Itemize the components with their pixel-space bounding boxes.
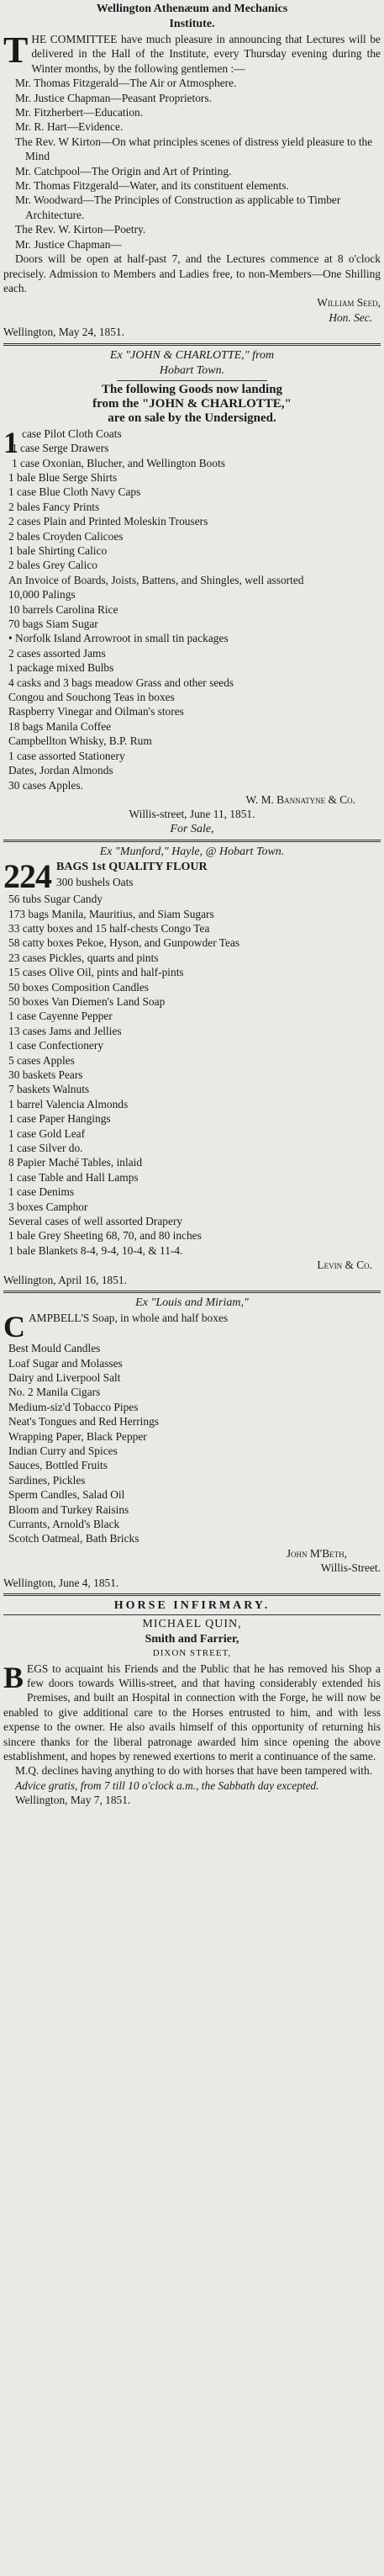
goods-item: Several cases of well assorted Drapery bbox=[8, 1215, 183, 1228]
john-charlotte-dropcap: 1 bbox=[3, 425, 18, 459]
newspaper-page bbox=[3, 2, 381, 1808]
john-charlotte-address-date: Willis-street, June 11, 1851. bbox=[129, 808, 255, 821]
horse-infirmary-note: M.Q. declines having anything to do with horses that have been tampered with. bbox=[15, 1764, 373, 1778]
goods-item: 1 bale Blue Serge Shirts bbox=[8, 470, 118, 484]
goods-item: • Norfolk Island Arrowroot in small tin packages bbox=[8, 632, 229, 645]
athenaeum-date: Wellington, May 24, 1851. bbox=[3, 326, 124, 339]
horse-infirmary-street: DIXON STREET, bbox=[152, 1648, 232, 1659]
lecture-item: The Rev. W Kirton—On what principles scenes of distress yield pleasure to the Mind bbox=[15, 135, 373, 163]
goods-item: 30 baskets Pears bbox=[8, 1068, 83, 1081]
goods-item: 173 bags Manila, Mauritius, and Siam Sugars bbox=[8, 907, 214, 920]
goods-item: 1 case Gold Leaf bbox=[8, 1126, 86, 1140]
goods-item: 2 bales Fancy Prints bbox=[8, 500, 100, 513]
john-charlotte-signature: W. M. Bannatyne & Co. bbox=[245, 792, 355, 806]
lecture-item: Mr. Justice Chapman— bbox=[15, 237, 122, 251]
goods-item: 2 cases Plain and Printed Moleskin Trousers bbox=[8, 515, 208, 528]
horse-infirmary-dropcap: B bbox=[3, 1660, 24, 1694]
louis-miriam-items bbox=[3, 1341, 381, 1546]
divider bbox=[3, 840, 381, 842]
lecture-item: Mr. Catchpool—The Origin and Art of Printing. bbox=[15, 164, 232, 178]
horse-infirmary-body bbox=[3, 1662, 381, 1764]
lecture-item: The Rev. W. Kirton—Poetry. bbox=[15, 223, 146, 236]
john-charlotte-notice bbox=[3, 348, 381, 837]
divider bbox=[3, 343, 381, 346]
goods-item: 1 case Paper Hangings bbox=[8, 1112, 111, 1126]
louis-miriam-first-line bbox=[3, 1310, 381, 1344]
horse-infirmary-date: Wellington, May 7, 1851. bbox=[15, 1794, 131, 1807]
goods-item: 1 barrel Valencia Almonds bbox=[8, 1097, 129, 1110]
goods-item: Indian Curry and Spices bbox=[8, 1444, 118, 1457]
munford-big-number: 224 bbox=[3, 857, 51, 896]
john-charlotte-footer: For Sale, bbox=[170, 822, 214, 835]
divider bbox=[3, 1593, 381, 1596]
goods-item: 4 casks and 3 bags meadow Grass and other seeds bbox=[8, 676, 234, 689]
goods-item: 58 catty boxes Pekoe, Hyson, and Gunpowder Teas bbox=[8, 936, 240, 950]
goods-item: 1 case Cayenne Pepper bbox=[8, 1010, 113, 1023]
goods-item: 1 case Confectionery bbox=[8, 1039, 104, 1052]
horse-infirmary-notice bbox=[3, 1598, 381, 1808]
goods-item: 30 cases Apples. bbox=[8, 778, 83, 792]
goods-item: 1 case Blue Cloth Navy Caps bbox=[8, 485, 141, 499]
goods-item: 23 cases Pickles, quarts and pints bbox=[8, 951, 159, 964]
goods-item: Dates, Jordan Almonds bbox=[8, 764, 113, 777]
goods-item: 8 Papier Maché Tables, inlaid bbox=[8, 1156, 143, 1169]
lecture-item: Mr. Thomas Fitzgerald—Water, and its constituent elements. bbox=[15, 179, 289, 193]
goods-item: 10,000 Palings bbox=[8, 588, 76, 602]
athenaeum-notice bbox=[3, 2, 381, 340]
goods-item: 33 catty boxes and 15 half-chests Congo Tea bbox=[8, 921, 210, 935]
athenaeum-closing: Doors will be open at half-past 7, and the Lectures commence at 8 o'clock precisely. Admission to Members and Ladies free, to non-Members—One Shilling each. bbox=[3, 252, 381, 294]
goods-item: 7 baskets Walnuts bbox=[8, 1083, 90, 1096]
goods-item: 1 case Silver do. bbox=[8, 1142, 83, 1155]
munford-second-line: 300 bushels Oats bbox=[56, 875, 134, 888]
lecture-item: Mr. Fitzherbert—Education. bbox=[15, 106, 144, 119]
john-charlotte-title: Ex "JOHN & CHARLOTTE," from bbox=[109, 348, 275, 362]
goods-item: Raspberry Vinegar and Oilman's stores bbox=[8, 705, 184, 718]
goods-item: Sardines, Pickles bbox=[8, 1473, 86, 1487]
goods-item: 1 bale Shirting Calico bbox=[8, 544, 108, 557]
john-charlotte-title-line2: Hobart Town. bbox=[159, 363, 225, 377]
goods-item: 56 tubs Sugar Candy bbox=[8, 893, 103, 906]
john-charlotte-first-item-text: case Pilot Cloth Coats bbox=[22, 427, 122, 440]
athenaeum-signature: William Seed, bbox=[317, 296, 381, 310]
goods-item: 15 cases Olive Oil, pints and half-pints bbox=[8, 966, 184, 979]
goods-item: Medium-siz'd Tobacco Pipes bbox=[8, 1400, 139, 1413]
goods-item: 1 bale Grey Sheeting 68, 70, and 80 inches bbox=[8, 1229, 202, 1243]
goods-item: Sauces, Bottled Fruits bbox=[8, 1459, 108, 1472]
goods-item: 70 bags Siam Sugar bbox=[8, 617, 98, 631]
goods-item: Campbellton Whisky, B.P. Rum bbox=[8, 734, 152, 748]
goods-item: 1 case Serge Drawers bbox=[12, 442, 109, 455]
louis-miriam-dropcap: C bbox=[3, 1310, 25, 1344]
goods-item: Loaf Sugar and Molasses bbox=[8, 1356, 123, 1370]
goods-item: 1 package mixed Bulbs bbox=[8, 661, 114, 675]
john-charlotte-lead-3: are on sale by the Undersigned. bbox=[108, 411, 276, 426]
munford-first-line: BAGS 1st QUALITY FLOUR bbox=[56, 861, 208, 874]
athenaeum-title: Wellington Athenæum and Mechanics bbox=[96, 3, 288, 15]
lecture-list bbox=[3, 76, 381, 252]
goods-item: Dairy and Liverpool Salt bbox=[8, 1370, 121, 1384]
goods-item: 5 cases Apples bbox=[8, 1053, 75, 1067]
louis-miriam-first-line-text: AMPBELL'S Soap, in whole and half boxes bbox=[29, 1312, 229, 1325]
goods-item: Wrapping Paper, Black Pepper bbox=[8, 1429, 147, 1443]
goods-item: Bloom and Turkey Raisins bbox=[8, 1503, 129, 1516]
goods-item: Congou and Souchong Teas in boxes bbox=[8, 691, 175, 704]
goods-item: Sperm Candles, Salad Oil bbox=[8, 1488, 125, 1502]
goods-item: No. 2 Manila Cigars bbox=[8, 1386, 101, 1399]
munford-notice bbox=[3, 845, 381, 1287]
goods-item: 1 case Table and Hall Lamps bbox=[8, 1170, 139, 1184]
louis-miriam-notice bbox=[3, 1296, 381, 1590]
goods-item: An Invoice of Boards, Joists, Battens, and Shingles, well assorted bbox=[8, 573, 304, 586]
lecture-item: Mr. Justice Chapman—Peasant Proprietors. bbox=[15, 91, 212, 104]
munford-items bbox=[3, 892, 381, 1258]
horse-infirmary-name: MICHAEL QUIN, bbox=[142, 1618, 242, 1631]
munford-lead bbox=[3, 857, 381, 896]
horse-infirmary-body-text: EGS to acquaint his Friends and the Public that he has removed his Shop a few doors towards Willis-street, and that having considerably extended his Premises, and built an Hospital in connection with the Forge, he will now be enabled to give additional care to the Horses entrusted to him, and with less expense to the owner. He also avails himself of this opportunity of returning his sincere thanks for the liberal patronage awarded him since opening the above establishment, and hopes by renewed exertions to merit a continuance of the same. bbox=[3, 1662, 381, 1763]
goods-item: 1 case Oxonian, Blucher, and Wellington Boots bbox=[12, 456, 226, 469]
horse-infirmary-trade: Smith and Farrier, bbox=[145, 1632, 239, 1646]
athenaeum-title-line2: Institute. bbox=[169, 18, 215, 30]
athenaeum-signature-title: Hon. Sec. bbox=[329, 310, 372, 324]
john-charlotte-lead-2: from the "JOHN & CHARLOTTE," bbox=[92, 396, 292, 411]
goods-item: Best Mould Candles bbox=[8, 1342, 101, 1355]
louis-miriam-signature: John M'Beth, bbox=[286, 1546, 347, 1560]
goods-item: 2 bales Grey Calico bbox=[8, 559, 97, 572]
divider bbox=[3, 1614, 381, 1615]
louis-miriam-date: Wellington, June 4, 1851. bbox=[3, 1576, 119, 1589]
goods-item: Currants, Arnold's Black bbox=[8, 1517, 120, 1530]
athenaeum-intro-text: HE COMMITTEE have much pleasure in announcing that Lectures will be delivered in the Hall of the Institute, every Thursday evening during the Winter months, by the following gentlemen :— bbox=[31, 33, 381, 75]
goods-item: Scotch Oatmeal, Bath Bricks bbox=[8, 1532, 139, 1545]
lecture-item: Mr. R. Hart—Evidence. bbox=[15, 120, 124, 134]
munford-signature: Levin & Co. bbox=[317, 1259, 372, 1272]
goods-item: 1 case assorted Stationery bbox=[8, 749, 125, 762]
goods-item: 50 boxes Van Diemen's Land Soap bbox=[8, 994, 166, 1008]
goods-item: 1 bale Blankets 8-4, 9-4, 10-4, & 11-4. bbox=[8, 1243, 183, 1257]
divider bbox=[3, 1291, 381, 1293]
goods-item: 1 case Denims bbox=[8, 1185, 75, 1199]
goods-item: 2 bales Croyden Calicoes bbox=[8, 529, 124, 543]
horse-infirmary-advice: Advice gratis, from 7 till 10 o'clock a.m., the Sabbath day excepted. bbox=[15, 1778, 319, 1792]
louis-miriam-title: Ex "Louis and Miriam," bbox=[135, 1296, 249, 1310]
goods-item: 50 boxes Composition Candles bbox=[8, 980, 150, 994]
athenaeum-dropcap: T bbox=[3, 29, 29, 71]
lecture-item: Mr. Thomas Fitzgerald—The Air or Atmosphere. bbox=[15, 77, 237, 90]
athenaeum-intro bbox=[3, 29, 381, 76]
john-charlotte-items bbox=[3, 441, 381, 792]
goods-item: 18 bags Manila Coffee bbox=[8, 719, 112, 733]
goods-item: Neat's Tongues and Red Herrings bbox=[8, 1415, 159, 1428]
goods-item: 13 cases Jams and Jellies bbox=[8, 1024, 122, 1037]
munford-title: Ex "Munford," Hayle, @ Hobart Town. bbox=[99, 845, 285, 859]
munford-date: Wellington, April 16, 1851. bbox=[3, 1273, 127, 1286]
horse-infirmary-title: HORSE INFIRMARY. bbox=[113, 1599, 271, 1612]
goods-item: 3 boxes Camphor bbox=[8, 1200, 88, 1213]
john-charlotte-lead-1: The following Goods now landing bbox=[101, 382, 283, 396]
goods-item: 10 barrels Carolina Rice bbox=[8, 602, 118, 616]
louis-miriam-address: Willis-Street. bbox=[320, 1561, 381, 1575]
divider bbox=[117, 380, 268, 381]
lecture-item: Mr. Woodward—The Principles of Construction as applicable to Timber Architecture. bbox=[15, 193, 341, 221]
goods-item: 2 cases assorted Jams bbox=[8, 646, 106, 660]
